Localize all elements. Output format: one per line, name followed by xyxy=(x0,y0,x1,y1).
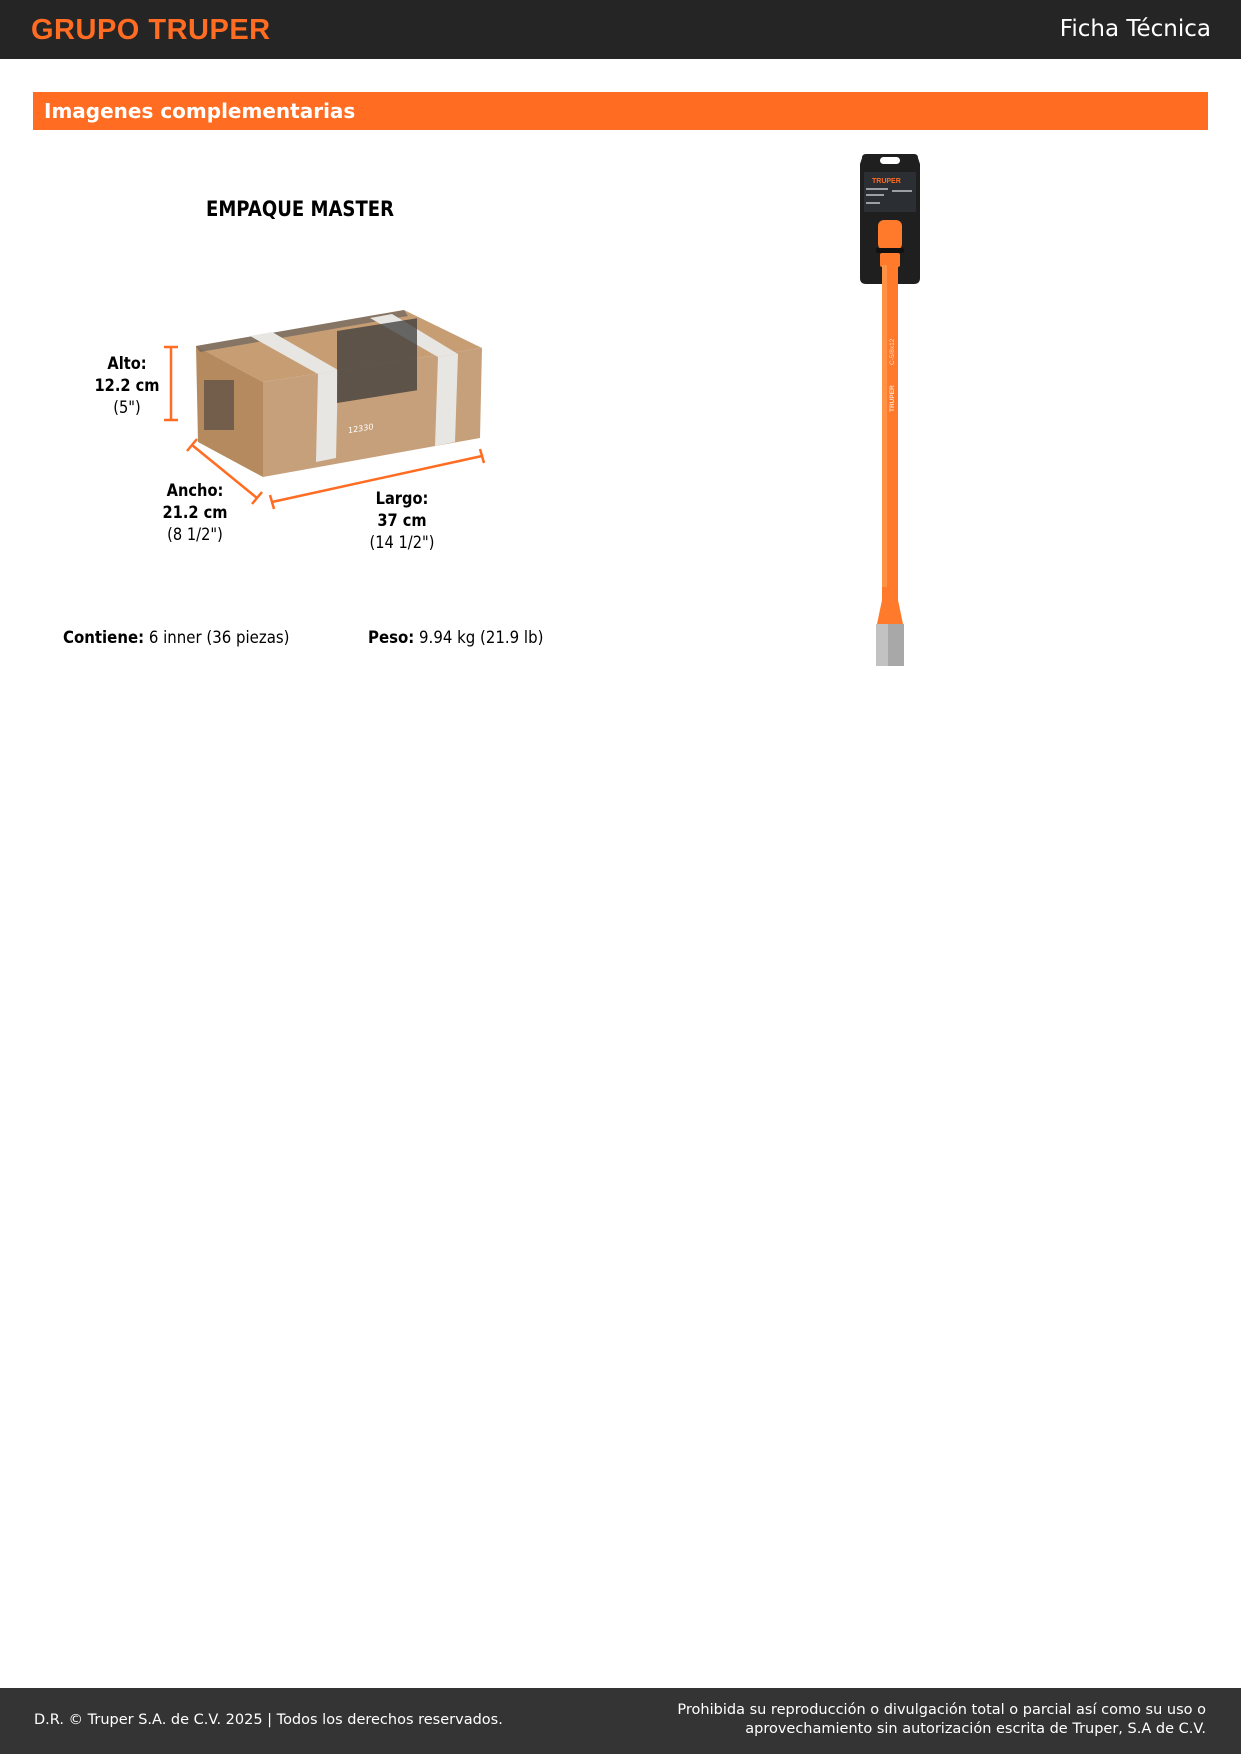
length-dimension-label xyxy=(359,488,445,554)
width-label: Ancho: xyxy=(166,481,224,501)
section-title: Imagenes complementarias xyxy=(44,99,356,123)
height-label: Alto: xyxy=(107,354,147,374)
contains-value: 6 inner (36 piezas) xyxy=(148,628,290,648)
contains-label: Contiene: xyxy=(63,628,145,648)
height-metric: 12.2 cm xyxy=(94,376,160,396)
product-image xyxy=(840,150,940,670)
copyright-text: D.R. © Truper S.A. de C.V. 2025 | Todos los derechos reservados. xyxy=(34,1712,503,1728)
length-imperial: (14 1/2") xyxy=(369,533,435,553)
height-dimension-label xyxy=(88,353,165,419)
legal-line-2: aprovechamiento sin autorización escrita de Truper, S.A de C.V. xyxy=(745,1721,1206,1737)
length-label: Largo: xyxy=(375,489,429,509)
weight-value: 9.94 kg (21.9 lb) xyxy=(419,628,544,648)
section-header xyxy=(33,92,1208,130)
width-metric: 21.2 cm xyxy=(162,503,228,523)
brand-logo: GRUPO TRUPER xyxy=(31,14,271,46)
master-pack-figure xyxy=(40,180,560,670)
box-label-number: 12330 xyxy=(348,422,374,436)
card-brand-text: TRUPER xyxy=(872,178,901,185)
header-bar xyxy=(0,0,1241,59)
shaft-brand-text: TRUPER xyxy=(889,385,896,412)
height-imperial: (5") xyxy=(113,398,141,418)
width-dimension-label xyxy=(152,480,238,546)
weight-info xyxy=(368,627,543,649)
width-imperial: (8 1/2") xyxy=(167,525,223,545)
length-metric: 37 cm xyxy=(377,511,427,531)
contents-info xyxy=(63,627,290,649)
footer-bar xyxy=(0,1688,1241,1754)
document-type: Ficha Técnica xyxy=(1059,16,1211,42)
legal-notice xyxy=(646,1701,1206,1739)
chisel-illustration xyxy=(840,150,940,670)
weight-label: Peso: xyxy=(368,628,415,648)
legal-line-1: Prohibida su reproducción o divulgación total o parcial así como su uso o xyxy=(677,1702,1206,1718)
shaft-model-text: C-5/8x12 xyxy=(889,338,896,365)
master-pack-title: EMPAQUE MASTER xyxy=(205,197,395,221)
